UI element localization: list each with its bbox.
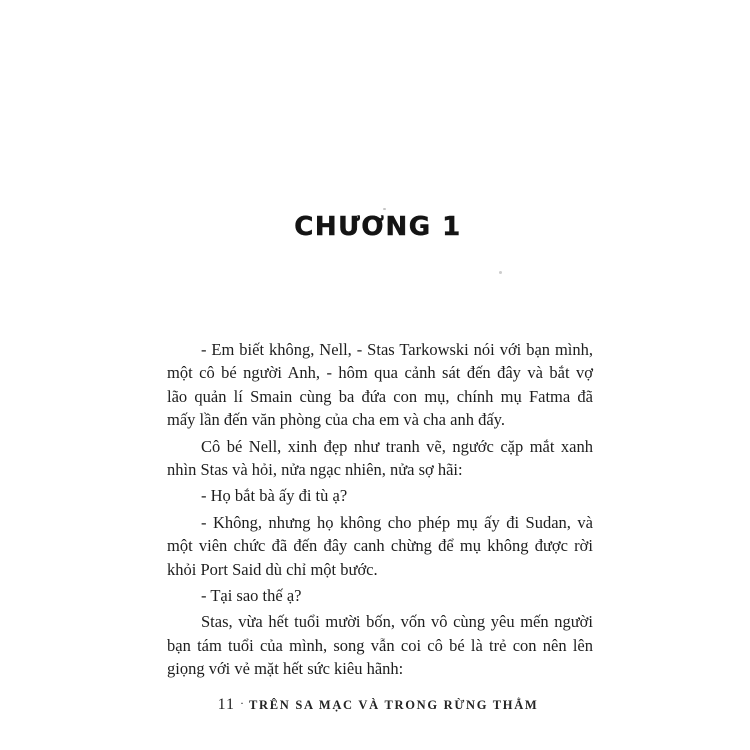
paragraph (167, 484, 593, 507)
text-line: lão quản lí Smain cùng ba đứa con mụ, chính mụ Fatma đã (167, 386, 593, 406)
text-line: khỏi Port Said dù chỉ một bước. (167, 559, 378, 579)
page-footer (163, 696, 593, 714)
text-line: - Họ bắt bà ấy đi tù ạ? (201, 486, 348, 506)
paragraph (167, 584, 593, 607)
text-line: - Không, nhưng họ không cho phép mụ ấy đi Sudan, và (201, 512, 593, 532)
text-line: một viên chức đã đến đây canh chừng để mụ không được rời (167, 536, 593, 556)
text-line: một cô bé người Anh, - hôm qua cảnh sát đến đây và bắt vợ (167, 363, 593, 383)
text-line: bạn tám tuổi của mình, song vẫn coi cô bé là trẻ con nên lên (167, 635, 593, 655)
page-number: 11 (217, 696, 235, 713)
paragraph (167, 610, 593, 680)
book-title: TRÊN SA MẠC VÀ TRONG RỪNG THẲM (248, 698, 539, 712)
text-line: nhìn Stas và hỏi, nửa ngạc nhiên, nửa sợ hãi: (167, 460, 463, 480)
text-line: mấy lần đến văn phòng của cha em và cha anh đấy. (167, 410, 505, 430)
paragraph (167, 338, 593, 432)
paragraph (167, 511, 593, 581)
text-line: Stas, vừa hết tuổi mười bốn, vốn vô cùng yêu mến người (201, 612, 593, 632)
body-text (167, 338, 593, 684)
scan-speckle (499, 271, 502, 274)
text-line: Cô bé Nell, xinh đẹp như tranh vẽ, ngước cặp mắt xanh (201, 436, 593, 456)
chapter-title: CHƯƠNG 1 (294, 212, 462, 242)
scan-speckle (383, 208, 386, 210)
paragraph (167, 435, 593, 482)
text-line: - Em biết không, Nell, - Stas Tarkowski nói với bạn mình, (201, 340, 593, 359)
text-line: - Tại sao thế ạ? (201, 586, 302, 606)
text-line: giọng với vẻ mặt hết sức kiêu hãnh: (167, 659, 404, 679)
footer-separator-dot: · (239, 696, 244, 710)
